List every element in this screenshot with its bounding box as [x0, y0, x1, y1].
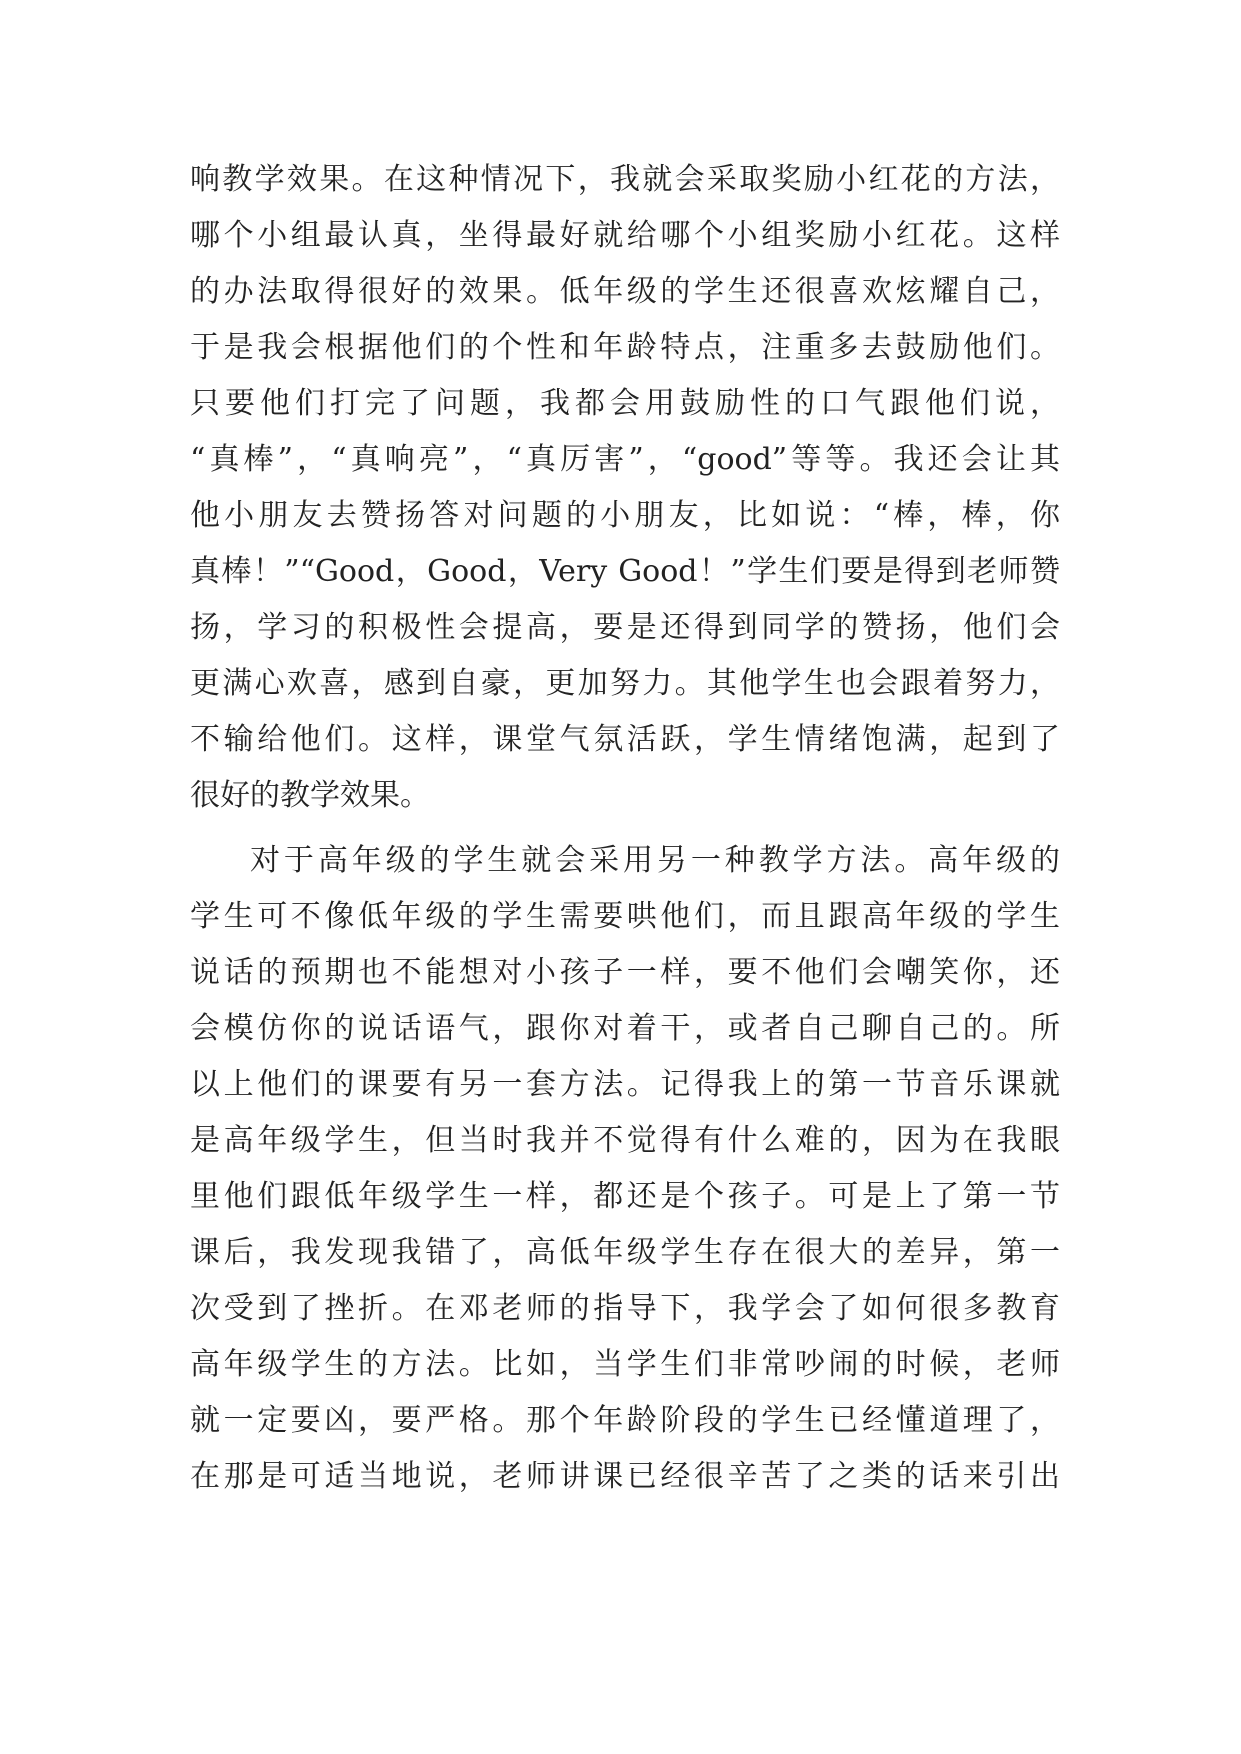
- text-line: 以上他们的课要有另一套方法。记得我上的第一节音乐课就: [190, 1067, 1060, 1102]
- text-line: 里他们跟低年级学生一样，都还是个孩子。可是上了第一节: [190, 1179, 1060, 1214]
- text-line: 更满心欢喜，感到自豪，更加努力。其他学生也会跟着努力，: [190, 666, 1060, 701]
- paragraph-1: [190, 152, 1060, 824]
- text-line: 就一定要凶，要严格。那个年龄阶段的学生已经懂道理了，: [190, 1403, 1060, 1438]
- text-line: 响教学效果。在这种情况下，我就会采取奖励小红花的方法，: [190, 162, 1060, 197]
- text-line: 不输给他们。这样，课堂气氛活跃，学生情绪饱满，起到了: [190, 722, 1060, 757]
- text-line: 课后，我发现我错了，高低年级学生存在很大的差异，第一: [190, 1235, 1060, 1270]
- text-line: 高年级学生的方法。比如，当学生们非常吵闹的时候，老师: [190, 1347, 1060, 1382]
- text-line: 的办法取得很好的效果。低年级的学生还很喜欢炫耀自己，: [190, 274, 1060, 309]
- body-text: [190, 152, 1060, 1505]
- text-line: 只要他们打完了问题，我都会用鼓励性的口气跟他们说，: [190, 386, 1060, 421]
- text-line: 会模仿你的说话语气，跟你对着干，或者自己聊自己的。所: [190, 1011, 1060, 1046]
- text-line: 说话的预期也不能想对小孩子一样，要不他们会嘲笑你，还: [190, 955, 1060, 990]
- text-line: 哪个小组最认真，坐得最好就给哪个小组奖励小红花。这样: [190, 218, 1060, 253]
- text-line: 在那是可适当地说，老师讲课已经很辛苦了之类的话来引出: [190, 1459, 1060, 1494]
- text-line: 学生可不像低年级的学生需要哄他们，而且跟高年级的学生: [190, 899, 1060, 934]
- text-line: 对于高年级的学生就会采用另一种教学方法。高年级的: [250, 843, 1060, 878]
- text-line: 很好的教学效果。: [190, 778, 430, 813]
- paragraph-2: [190, 833, 1060, 1505]
- text-line: 于是我会根据他们的个性和年龄特点，注重多去鼓励他们。: [190, 330, 1060, 365]
- text-line: 他小朋友去赞扬答对问题的小朋友，比如说：“棒，棒，你: [190, 498, 1060, 533]
- text-line: 是高年级学生，但当时我并不觉得有什么难的，因为在我眼: [190, 1123, 1060, 1158]
- text-line: 次受到了挫折。在邓老师的指导下，我学会了如何很多教育: [190, 1291, 1060, 1326]
- text-line: “真棒”，“真响亮”，“真厉害”，“good”等等。我还会让其: [190, 442, 1060, 477]
- text-line: 扬，学习的积极性会提高，要是还得到同学的赞扬，他们会: [190, 610, 1060, 645]
- text-line: 真棒！”“Good，Good，Very Good！”学生们要是得到老师赞: [190, 554, 1060, 589]
